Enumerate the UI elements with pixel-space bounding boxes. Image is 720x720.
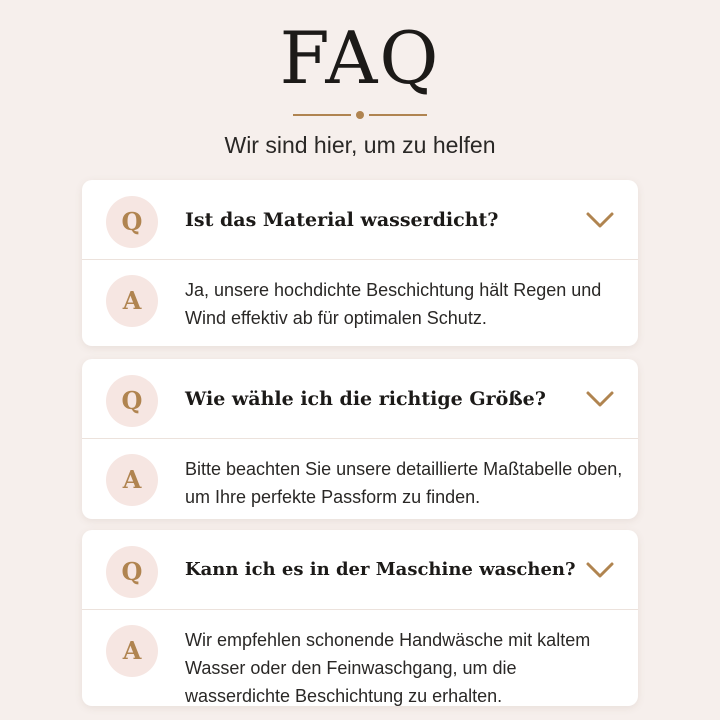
faq-answer: Bitte beachten Sie unsere detaillierte Maßtabelle oben, um Ihre perfekte Passform zu finden. [185, 459, 623, 507]
faq-question: Kann ich es in der Maschine waschen? [185, 559, 576, 580]
faq-question-row[interactable] [82, 530, 638, 610]
faq-question: Wie wähle ich die richtige Größe? [185, 388, 546, 410]
faq-answer: Ja, unsere hochdichte Beschichtung hält Regen und Wind effektiv ab für optimalen Schutz. [185, 280, 602, 328]
faq-answer: Wir empfehlen schonende Handwäsche mit kaltem Wasser oder den Feinwaschgang, um die wasserdichte Beschichtung zu erhalten. [185, 630, 591, 706]
question-badge: Q [106, 546, 158, 598]
faq-question-row[interactable] [82, 359, 638, 439]
faq-item [82, 359, 638, 519]
title-divider [0, 110, 720, 120]
answer-badge: A [106, 454, 158, 506]
page-title: FAQ [279, 16, 441, 100]
answer-badge: A [106, 625, 158, 677]
faq-item [82, 180, 638, 346]
answer-badge: A [106, 275, 158, 327]
chevron-down-icon[interactable] [584, 559, 616, 581]
question-badge: Q [106, 375, 158, 427]
question-badge: Q [106, 196, 158, 248]
chevron-down-icon[interactable] [584, 388, 616, 410]
faq-question: Ist das Material wasserdicht? [185, 209, 499, 231]
page-header [0, 0, 720, 170]
divider-dot [356, 111, 364, 119]
chevron-down-icon[interactable] [584, 209, 616, 231]
divider-line-left [293, 114, 351, 116]
faq-item [82, 530, 638, 706]
divider-line-right [369, 114, 427, 116]
page-subtitle: Wir sind hier, um zu helfen [224, 132, 496, 158]
faq-question-row[interactable] [82, 180, 638, 260]
